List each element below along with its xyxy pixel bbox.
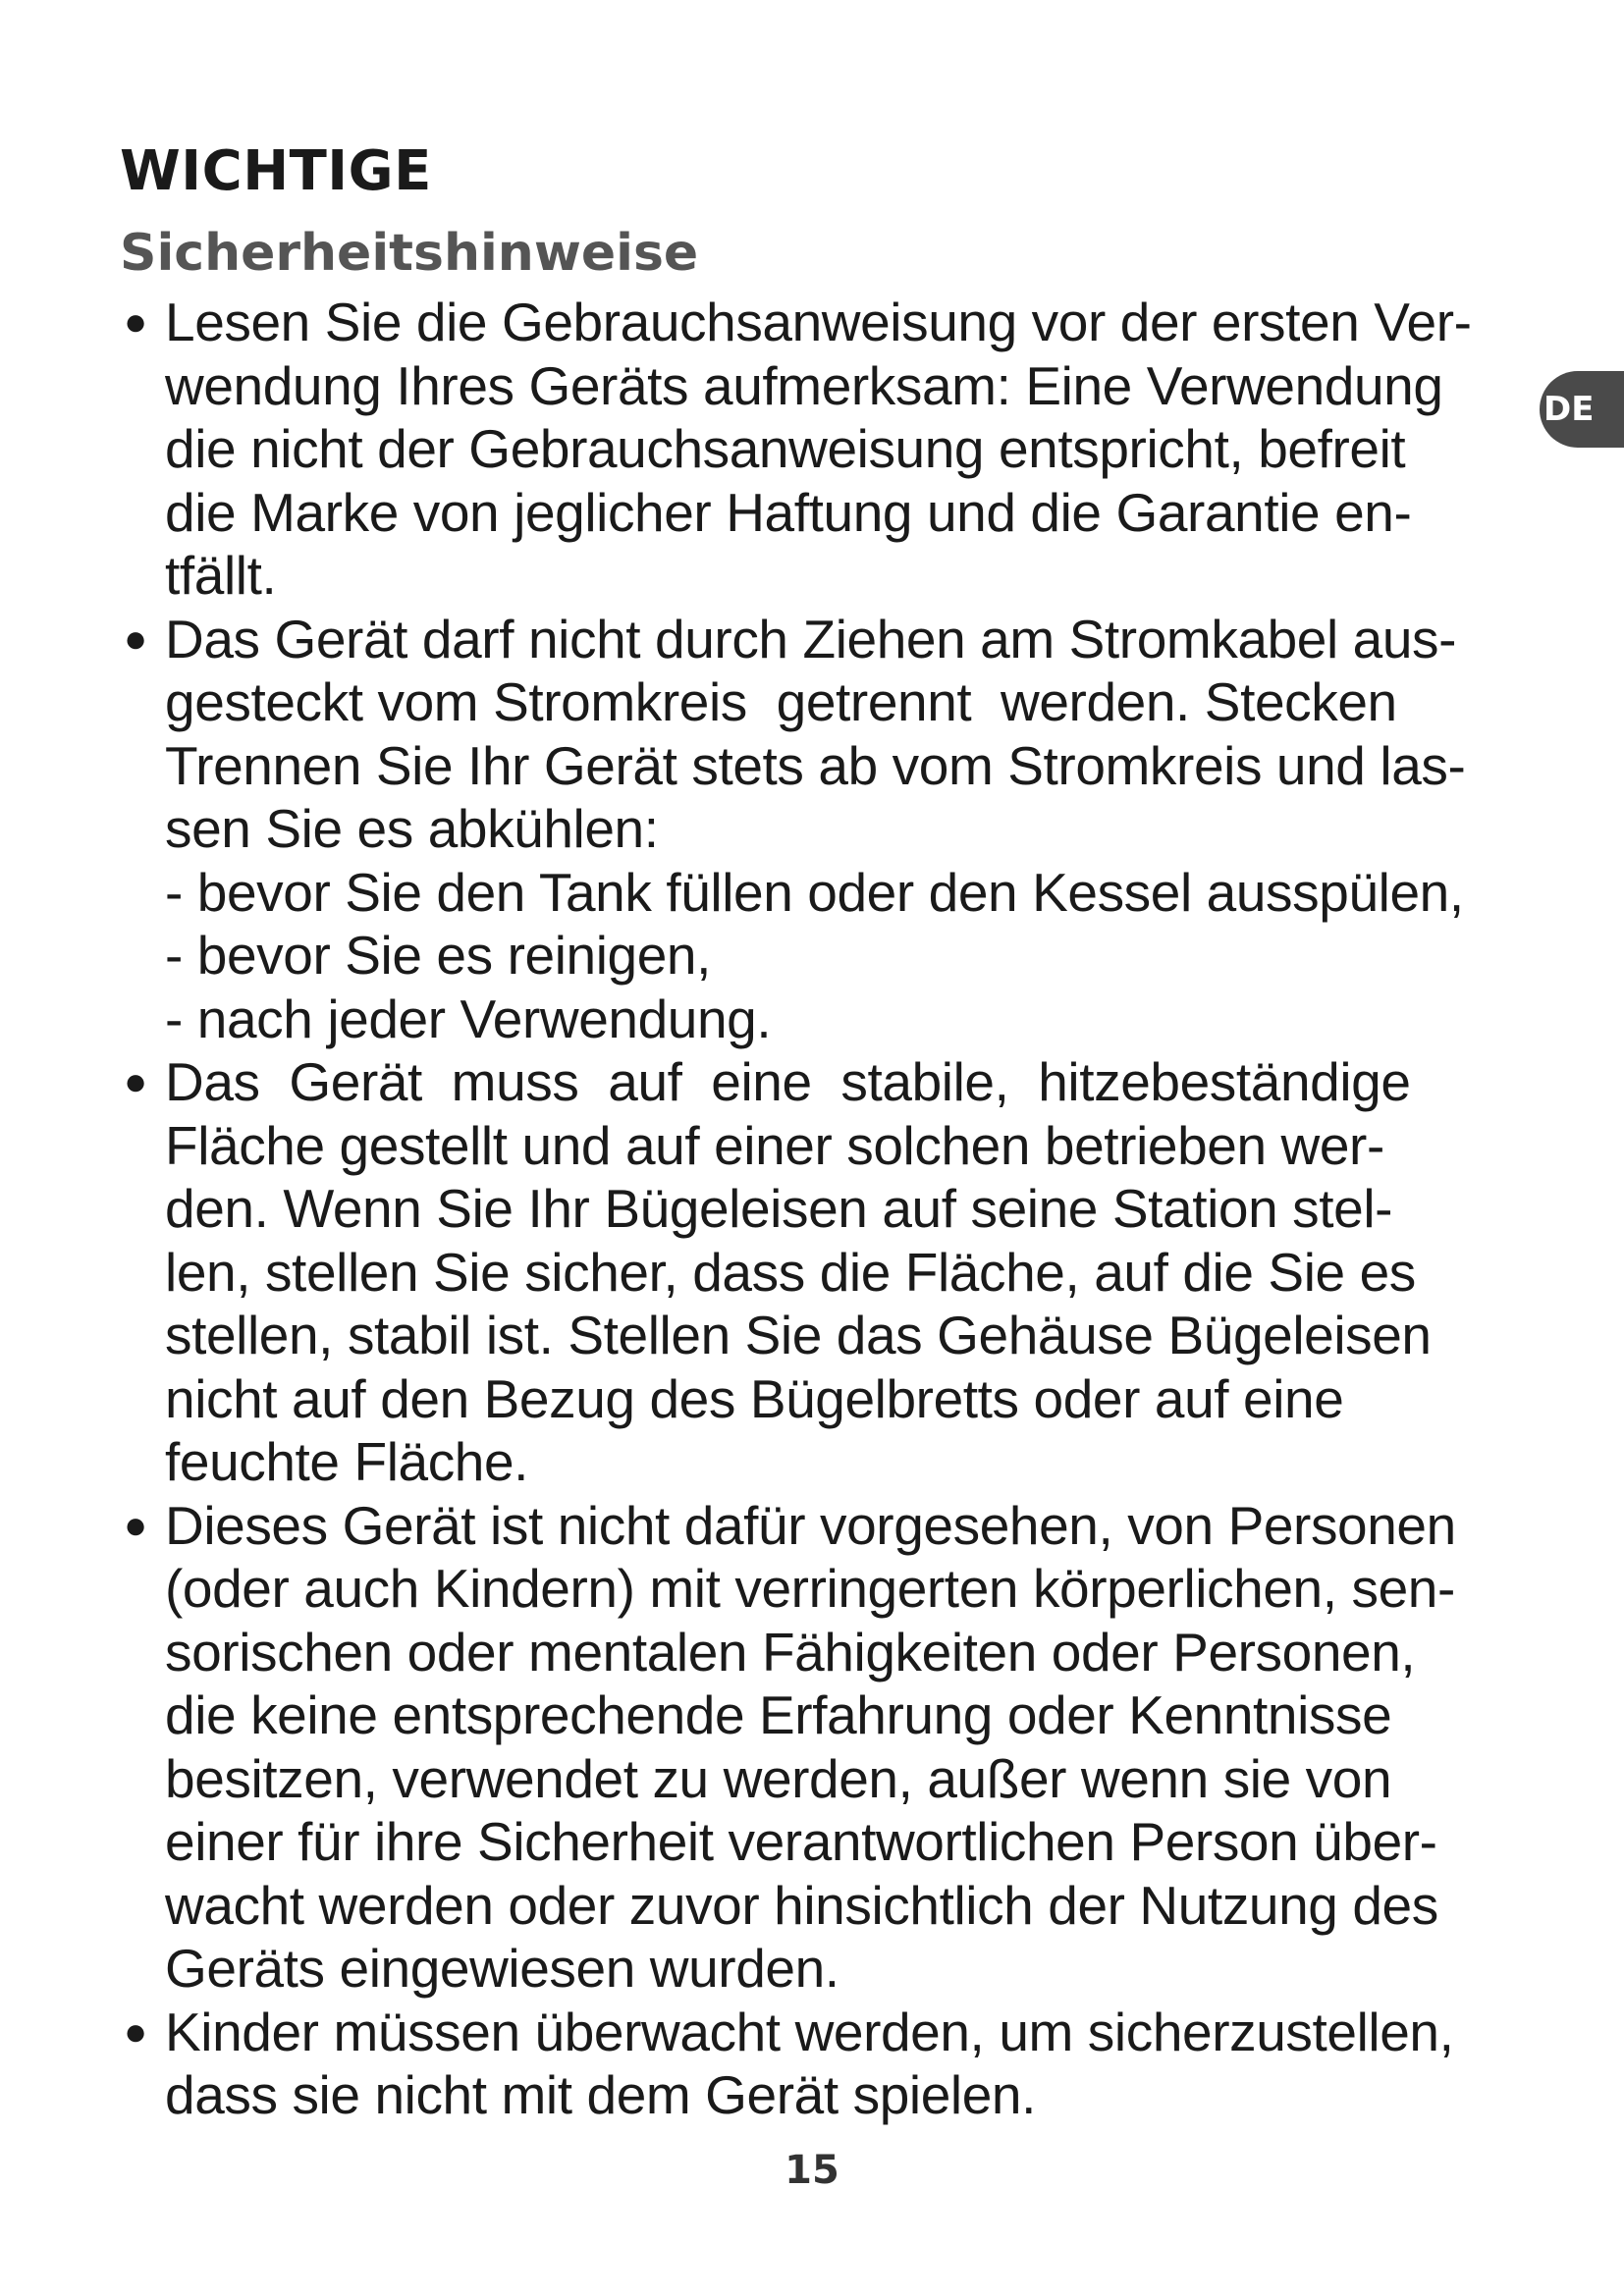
- item-line: sen Sie es abkühlen:: [165, 798, 659, 859]
- bullet-icon: ●: [124, 616, 147, 661]
- item-line: Das Gerät darf nicht durch Ziehen am Stromkabel aus-: [165, 608, 1457, 669]
- item-line: - nach jeder Verwendung.: [165, 988, 772, 1049]
- item-line: Kinder müssen überwacht werden, um sicherzustellen,: [165, 2001, 1454, 2062]
- item-line: dass sie nicht mit dem Gerät spielen.: [165, 2064, 1036, 2125]
- item-line: die keine entsprechende Erfahrung oder Kenntnisse: [165, 1684, 1392, 1745]
- item-line: stellen, stabil ist. Stellen Sie das Gehäuse Bügeleisen: [165, 1305, 1432, 1365]
- bullet-icon: ●: [124, 300, 147, 344]
- item-line: den. Wenn Sie Ihr Bügeleisen auf seine Station stel-: [165, 1178, 1393, 1239]
- item-line: besitzen, verwendet zu werden, außer wenn sie von: [165, 1747, 1392, 1809]
- item-line: gesteckt vom Stromkreis getrennt werden. Stecken: [165, 671, 1397, 732]
- safety-item: [120, 1494, 1553, 2001]
- item-line: Trennen Sie Ihr Gerät stets ab vom Stromkreis und las-: [165, 734, 1466, 796]
- bullet-icon: ●: [124, 1060, 147, 1103]
- item-line: - bevor Sie den Tank füllen oder den Kessel ausspülen,: [165, 861, 1464, 923]
- item-line: - bevor Sie es reinigen,: [165, 925, 711, 986]
- item-line: wacht werden oder zuvor hinsichtlich der Nutzung des: [165, 1874, 1438, 1936]
- section-subtitle: Sicherheitshinweise: [120, 224, 699, 283]
- safety-instructions-list: [120, 291, 1553, 2127]
- item-line: tfällt.: [165, 545, 277, 606]
- safety-item: [120, 2001, 1553, 2127]
- safety-item: [120, 1050, 1553, 1494]
- item-line: Fläche gestellt und auf einer solchen betrieben wer-: [165, 1114, 1384, 1176]
- item-line: die nicht der Gebrauchsanweisung entspricht, befreit: [165, 418, 1406, 479]
- bullet-icon: ●: [124, 2009, 147, 2054]
- item-line: len, stellen Sie sicher, dass die Fläche, auf die Sie es: [165, 1241, 1416, 1303]
- item-line: Lesen Sie die Gebrauchsanweisung vor der ersten Ver-: [165, 292, 1472, 352]
- item-line: Dieses Gerät ist nicht dafür vorgesehen, von Personen: [165, 1494, 1456, 1556]
- item-line: einer für ihre Sicherheit verantwortlichen Person über-: [165, 1811, 1437, 1872]
- item-line: die Marke von jeglicher Haftung und die Garantie en-: [165, 481, 1412, 543]
- item-line: Das Gerät muss auf eine stabile, hitzebeständige: [165, 1051, 1411, 1112]
- section-title: WICHTIGE: [120, 139, 432, 203]
- item-line: wendung Ihres Geräts aufmerksam: Eine Verwendung: [165, 354, 1443, 416]
- item-line: Geräts eingewiesen wurden.: [165, 1938, 839, 1999]
- page-number: 15: [785, 2148, 839, 2193]
- item-line: feuchte Fläche.: [165, 1431, 529, 1492]
- bullet-icon: ●: [124, 1503, 147, 1547]
- item-line: nicht auf den Bezug des Bügelbretts oder auf eine: [165, 1367, 1344, 1429]
- safety-item: [120, 608, 1553, 1051]
- language-tab: DE: [1540, 371, 1624, 448]
- safety-item: [120, 291, 1553, 608]
- item-line: (oder auch Kindern) mit verringerten körperlichen, sen-: [165, 1558, 1455, 1619]
- item-line: sorischen oder mentalen Fähigkeiten oder Personen,: [165, 1621, 1416, 1682]
